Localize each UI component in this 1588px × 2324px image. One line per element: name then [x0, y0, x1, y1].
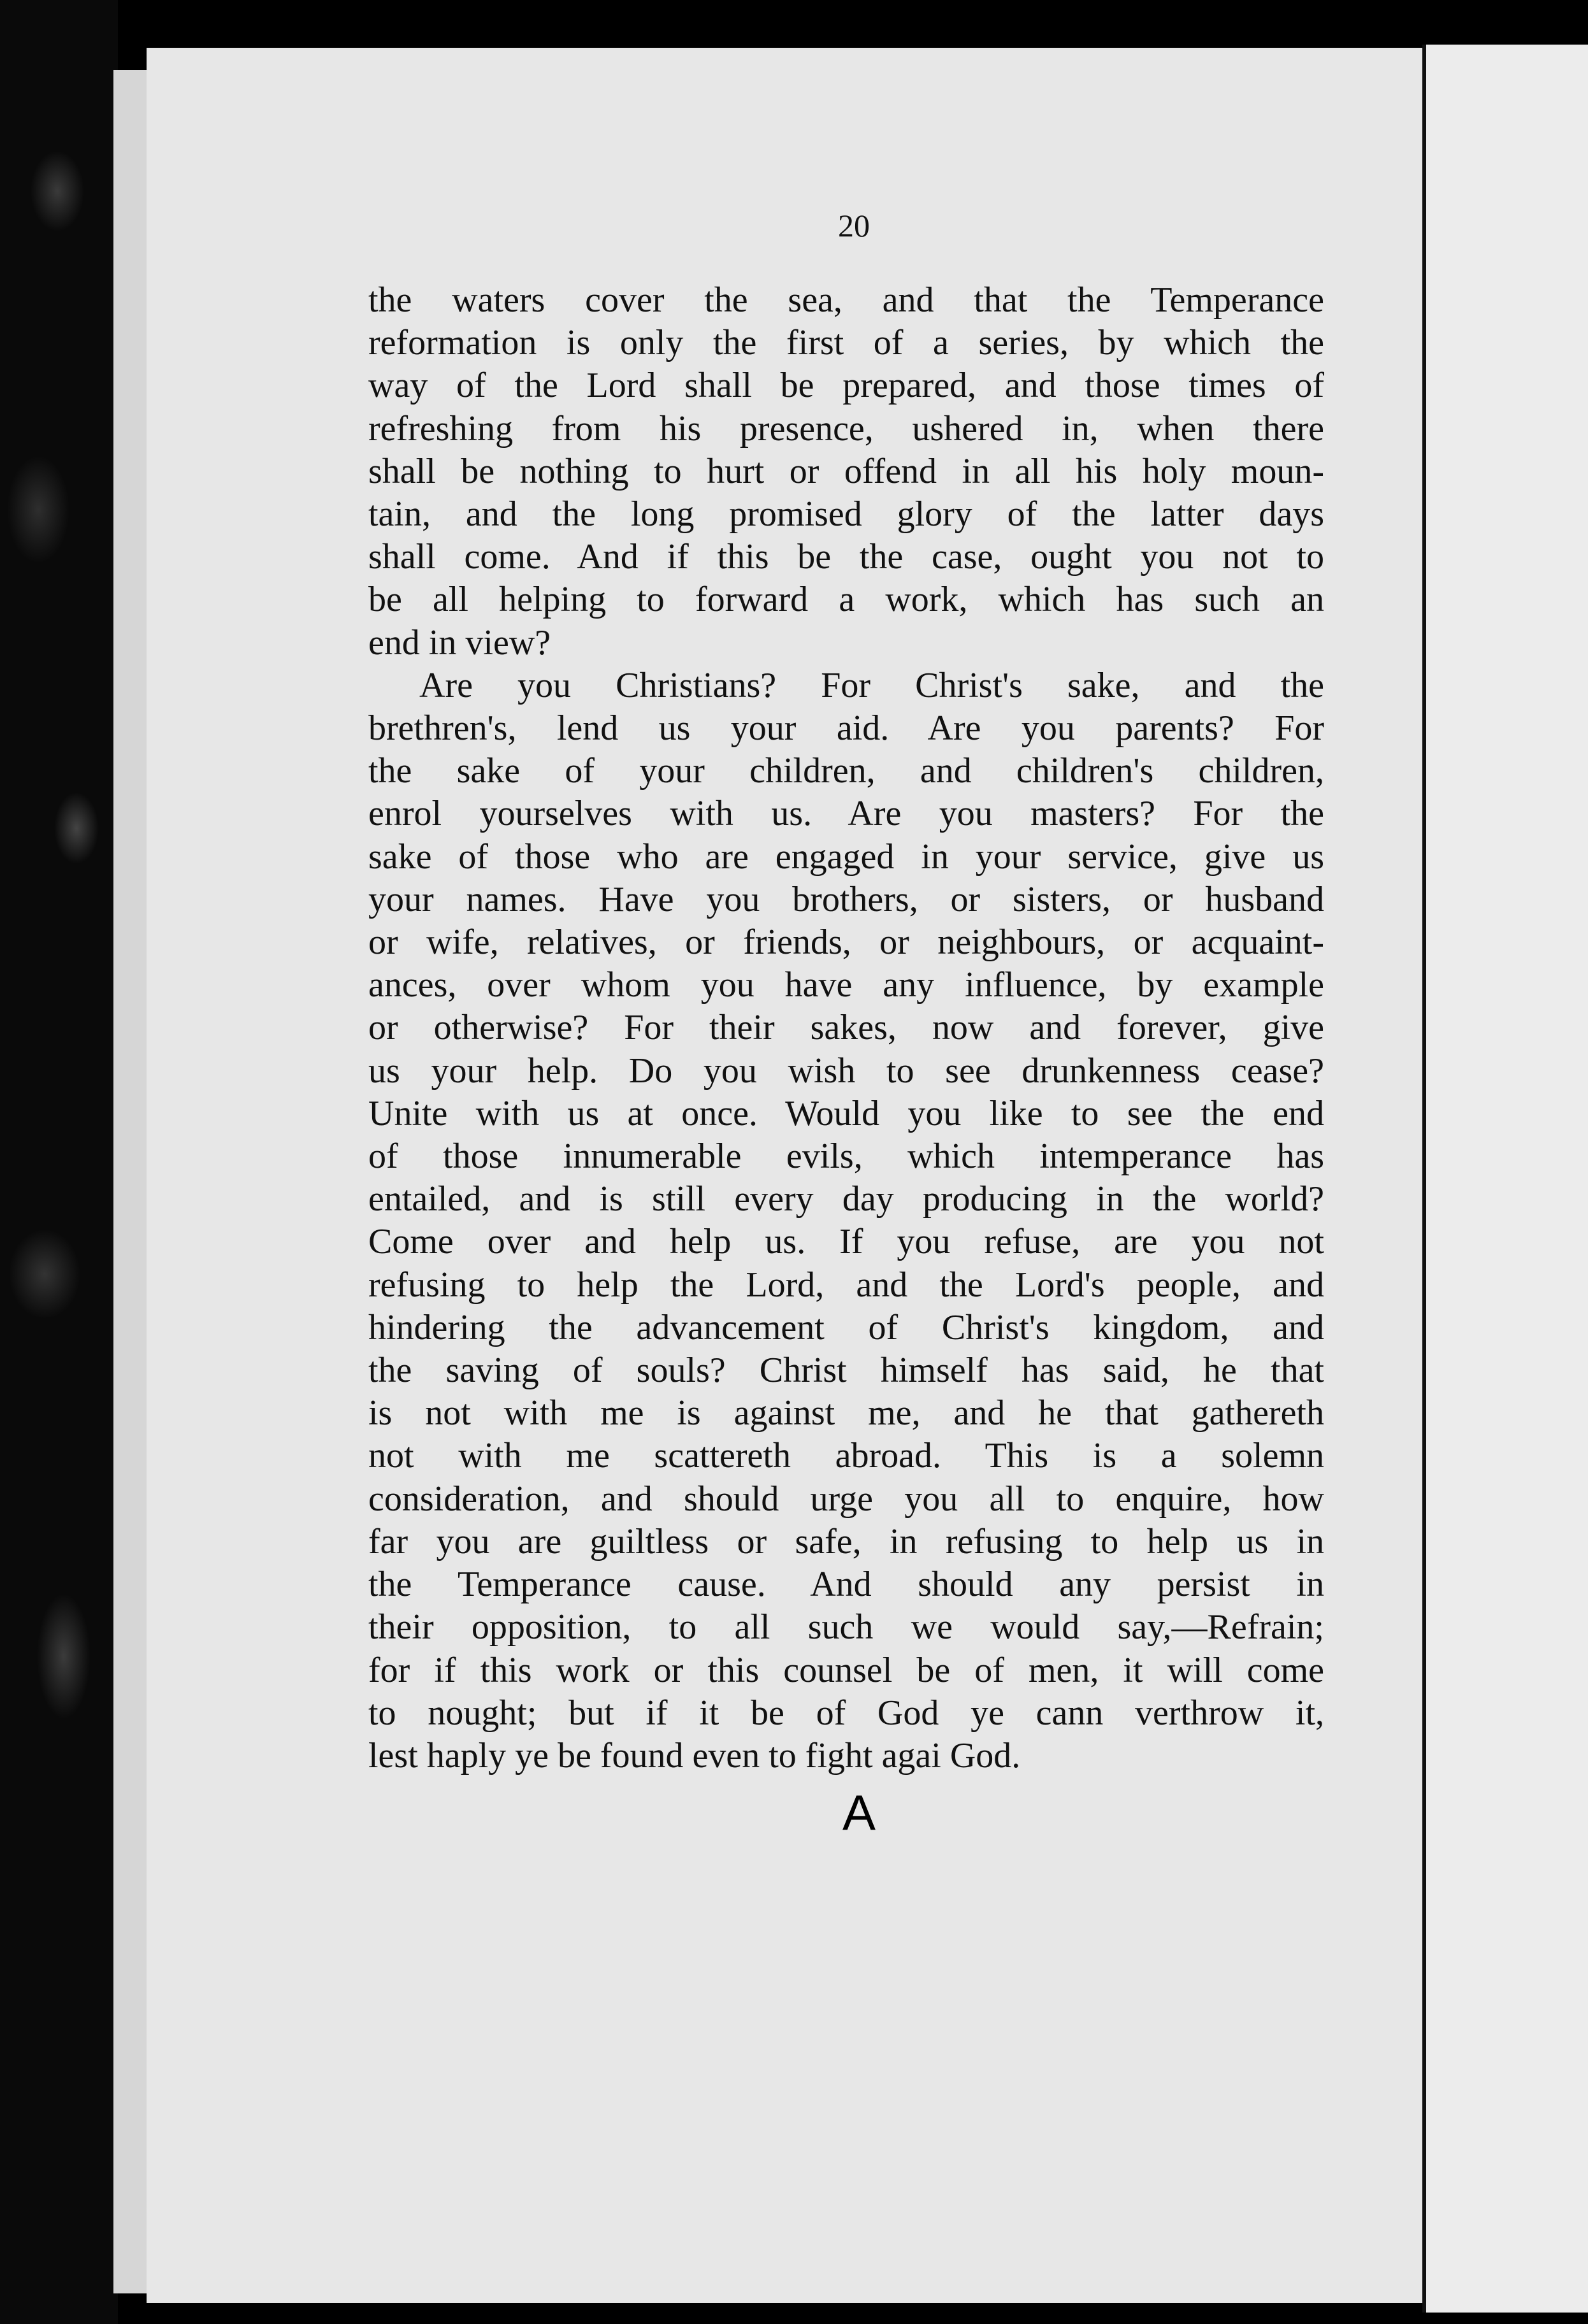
text-line: or wife, relatives, or friends, or neighbours, or acquaint- [368, 922, 1324, 963]
paragraph-2 [368, 664, 1324, 1777]
text-line: us your help. Do you wish to see drunkenness cease? [368, 1051, 1324, 1091]
text-line: refusing to help the Lord, and the Lord's people, and [368, 1265, 1324, 1305]
text-line: shall be nothing to hurt or offend in all his holy moun- [368, 451, 1324, 491]
text-line: be all helping to forward a work, which has such an [368, 580, 1324, 620]
text-line: ances, over whom you have any influence, by example [368, 965, 1324, 1005]
text-line: lest haply ye be found even to fight agai God. [368, 1735, 1021, 1775]
text-line: sake of those who are engaged in your service, give us [368, 836, 1324, 877]
text-line: brethren's, lend us your aid. Are you parents? For [368, 708, 1324, 749]
text-line: enrol yourselves with us. Are you masters? For the [368, 794, 1324, 834]
text-line: end in view? [368, 622, 551, 663]
text-line: Come over and help us. If you refuse, are you not [368, 1222, 1324, 1262]
text-line: hindering the advancement of Christ's kingdom, and [368, 1307, 1324, 1347]
text-line: not with me scattereth abroad. This is a solemn [368, 1436, 1324, 1476]
text-line: the saving of souls? Christ himself has said, he that [368, 1351, 1324, 1391]
text-line: way of the Lord shall be prepared, and those times of [368, 366, 1324, 406]
text-line: or otherwise? For their sakes, now and forever, give [368, 1008, 1324, 1048]
text-line: Are you Christians? For Christ's sake, and the [419, 665, 1324, 705]
text-line: consideration, and should urge you all to enquire, how [368, 1479, 1324, 1519]
text-line: shall come. And if this be the case, ought you not to [368, 537, 1324, 577]
facing-page-edge [1422, 45, 1588, 2313]
handwritten-mark: A [842, 1784, 876, 1840]
text-line: tain, and the long promised glory of the latter days [368, 494, 1324, 534]
text-line: entailed, and is still every day producing in the world? [368, 1179, 1324, 1219]
text-line: the sake of your children, and children's children, [368, 751, 1324, 791]
text-line: to nought; but if it be of God ye cann verthrow it, [368, 1693, 1324, 1733]
text-line: for if this work or this counsel be of men, it will come [368, 1650, 1324, 1690]
text-line: reformation is only the first of a series, by which the [368, 323, 1324, 363]
text-line: of those innumerable evils, which intemperance has [368, 1137, 1324, 1177]
text-line: refreshing from his presence, ushered in, when there [368, 408, 1324, 448]
binding-strip [113, 70, 147, 2293]
paragraph-1 [368, 279, 1324, 664]
text-line: their opposition, to all such we would say,—Refrain; [368, 1607, 1324, 1647]
text-line: the waters cover the sea, and that the Temperance [368, 280, 1324, 320]
text-line: far you are guiltless or safe, in refusing to help us in [368, 1521, 1324, 1561]
text-line: Unite with us at once. Would you like to see the end [368, 1093, 1324, 1133]
text-line: your names. Have you brothers, or sisters, or husband [368, 879, 1324, 919]
page-number: 20 [838, 208, 870, 243]
text-line: is not with me is against me, and he that gathereth [368, 1393, 1324, 1433]
text-line: the Temperance cause. And should any persist in [368, 1565, 1324, 1605]
body-text [368, 279, 1324, 1777]
marbled-cover-edge [0, 0, 118, 2324]
